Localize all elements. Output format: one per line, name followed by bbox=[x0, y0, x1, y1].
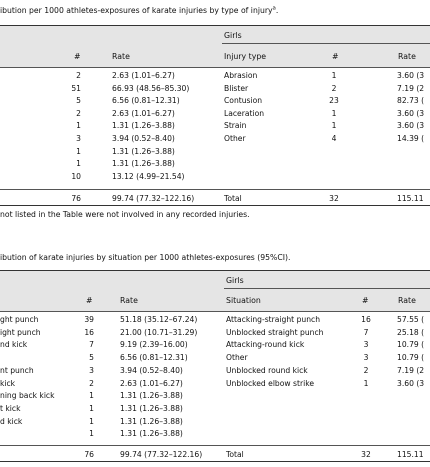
table1-header-count: # bbox=[74, 52, 81, 61]
count-girls-cell: 23 bbox=[329, 96, 339, 106]
table1-header-count-girls: # bbox=[332, 52, 339, 61]
rate-girls-cell: 25.18 ( bbox=[397, 327, 425, 337]
count-cell: 1 bbox=[76, 159, 81, 169]
table1-caption: ibution per 1000 athletes-exposures of karate injuries by type of injury$^a$. bbox=[0, 5, 279, 15]
count-cell: 5 bbox=[89, 353, 94, 363]
count-cell: 10 bbox=[71, 171, 81, 181]
count-girls-cell: 16 bbox=[361, 315, 371, 324]
table2-header-rule bbox=[0, 311, 430, 312]
table1-total-count-girls: 32 bbox=[329, 194, 339, 203]
table1-total-rate-girls: 115.11 bbox=[397, 194, 424, 203]
situation-boys-cell: nd kick bbox=[0, 340, 28, 350]
count-girls-cell: 3 bbox=[363, 353, 369, 363]
table2-total-label: Total bbox=[226, 450, 244, 459]
table1-total-rate: 99.74 (77.32–122.16) bbox=[112, 194, 195, 203]
situation-boys-cell: nt punch bbox=[0, 365, 34, 375]
table2-total-rate: 99.74 (77.32–122.16) bbox=[120, 450, 203, 459]
injury-type-cell: Contusion bbox=[224, 96, 263, 106]
count-cell: 1 bbox=[89, 416, 94, 426]
count-girls-cell: 4 bbox=[331, 134, 337, 143]
rate-girls-cell: 57.55 ( bbox=[397, 315, 425, 324]
table2-bottom-rule bbox=[0, 461, 430, 462]
rate-cell: 9.19 (2.39–16.00) bbox=[120, 340, 188, 350]
table2-girls-label: Girls bbox=[226, 276, 244, 285]
injury-type-cell: Abrasion bbox=[224, 71, 258, 80]
count-cell: 1 bbox=[76, 146, 81, 156]
count-cell: 51 bbox=[71, 83, 81, 93]
rate-girls-cell: 7.19 (2 bbox=[397, 365, 425, 375]
table1-girls-label: Girls bbox=[224, 31, 242, 40]
situation-boys-cell: kick bbox=[0, 378, 16, 388]
rate-cell: 1.31 (1.26–3.88) bbox=[112, 121, 175, 131]
rate-girls-cell: 14.39 ( bbox=[397, 134, 425, 143]
rate-cell: 21.00 (10.71–31.29) bbox=[120, 327, 198, 337]
table2-header-count: # bbox=[86, 296, 93, 305]
count-cell: 2 bbox=[89, 378, 94, 388]
situation-boys-cell: t kick bbox=[0, 403, 21, 413]
count-cell: 1 bbox=[89, 403, 94, 413]
count-girls-cell: 2 bbox=[363, 365, 369, 375]
table2-top-rule bbox=[0, 270, 430, 271]
injury-type-cell: Laceration bbox=[224, 108, 265, 118]
table1-header-band bbox=[0, 25, 430, 68]
count-girls-cell: 1 bbox=[331, 121, 337, 131]
rate-cell: 2.63 (1.01–6.27) bbox=[120, 378, 183, 388]
count-girls-cell: 3 bbox=[363, 340, 369, 350]
count-girls-cell: 1 bbox=[331, 71, 337, 80]
rate-cell: 6.56 (0.81–12.31) bbox=[120, 353, 188, 363]
count-girls-cell: 1 bbox=[363, 378, 369, 388]
table2-header-situation: Situation bbox=[226, 296, 261, 305]
count-cell: 7 bbox=[89, 340, 94, 350]
table1-header-injury-type: Injury type bbox=[224, 52, 267, 61]
table2-header-rate-girls: Rate bbox=[398, 296, 416, 305]
count-cell: 1 bbox=[76, 121, 81, 131]
rate-cell: 2.63 (1.01–6.27) bbox=[112, 71, 175, 80]
count-cell: 39 bbox=[84, 315, 94, 324]
table1-total-label: Total bbox=[224, 194, 242, 203]
rate-girls-cell: 82.73 ( bbox=[397, 96, 425, 106]
count-girls-cell: 7 bbox=[363, 327, 369, 337]
situation-girls-cell: Attacking-straight punch bbox=[226, 315, 321, 324]
table2-girls-rule bbox=[224, 288, 430, 289]
table2-total-count-girls: 32 bbox=[361, 450, 371, 459]
rate-girls-cell: 3.60 (3 bbox=[397, 378, 425, 388]
table2-total-count: 76 bbox=[84, 450, 94, 459]
table2-caption: ibution of karate injuries by situation per 1000 athletes-exposures (95%CI). bbox=[0, 253, 291, 262]
count-cell: 3 bbox=[89, 365, 94, 375]
table2-header-band bbox=[0, 270, 430, 312]
table1-header-rate-girls: Rate bbox=[398, 52, 416, 61]
situation-boys-cell: ght punch bbox=[0, 315, 39, 324]
situation-boys-cell: ight punch bbox=[0, 327, 41, 337]
situation-girls-cell: Other bbox=[226, 353, 248, 363]
rate-cell: 1.31 (1.26–3.88) bbox=[120, 429, 183, 439]
rate-cell: 3.94 (0.52–8.40) bbox=[112, 134, 175, 143]
count-cell: 2 bbox=[76, 108, 81, 118]
situation-girls-cell: Unblocked round kick bbox=[226, 365, 308, 375]
injury-type-cell: Blister bbox=[224, 83, 249, 93]
situation-boys-cell: d kick bbox=[0, 416, 23, 426]
table1-header-rule bbox=[0, 67, 430, 68]
rate-cell: 1.31 (1.26–3.88) bbox=[112, 146, 175, 156]
count-cell: 1 bbox=[89, 429, 94, 439]
rate-cell: 6.56 (0.81–12.31) bbox=[112, 96, 180, 106]
count-cell: 3 bbox=[76, 134, 81, 143]
rate-cell: 1.31 (1.26–3.88) bbox=[112, 159, 175, 169]
situation-boys-cell: ning back kick bbox=[0, 391, 55, 401]
table1-total-count: 76 bbox=[71, 194, 81, 203]
table1-bottom-rule bbox=[0, 205, 430, 206]
rate-cell: 1.31 (1.26–3.88) bbox=[120, 403, 183, 413]
rate-girls-cell: 7.19 (2 bbox=[397, 83, 425, 93]
table1-top-rule bbox=[0, 25, 430, 26]
rate-cell: 2.63 (1.01–6.27) bbox=[112, 108, 175, 118]
rate-girls-cell: 10.79 ( bbox=[397, 353, 425, 363]
count-cell: 2 bbox=[76, 71, 81, 80]
rate-cell: 1.31 (1.26–3.88) bbox=[120, 391, 183, 401]
rate-girls-cell: 3.60 (3 bbox=[397, 121, 425, 131]
table1-girls-rule bbox=[222, 43, 430, 44]
situation-girls-cell: Unblocked elbow strike bbox=[226, 378, 314, 388]
table2-total-rate-girls: 115.11 bbox=[397, 450, 424, 459]
rate-girls-cell: 10.79 ( bbox=[397, 340, 425, 350]
table1-header-rate: Rate bbox=[112, 52, 130, 61]
rate-cell: 51.18 (35.12–67.24) bbox=[120, 315, 198, 324]
rate-cell: 13.12 (4.99–21.54) bbox=[112, 171, 185, 181]
table2-header-count-girls: # bbox=[362, 296, 369, 305]
situation-girls-cell: Attacking-round kick bbox=[226, 340, 305, 350]
table2-total-rule bbox=[0, 445, 430, 446]
situation-girls-cell: Unblocked straight punch bbox=[226, 327, 324, 337]
rate-cell: 66.93 (48.56–85.30) bbox=[112, 83, 190, 93]
count-girls-cell: 2 bbox=[331, 83, 337, 93]
table2-header-rate: Rate bbox=[120, 296, 138, 305]
rate-girls-cell: 3.60 (3 bbox=[397, 108, 425, 118]
rate-cell: 1.31 (1.26–3.88) bbox=[120, 416, 183, 426]
table1-total-rule bbox=[0, 189, 430, 190]
rate-girls-cell: 3.60 (3 bbox=[397, 71, 425, 80]
injury-type-cell: Other bbox=[224, 134, 246, 143]
count-cell: 5 bbox=[76, 96, 81, 106]
count-cell: 1 bbox=[89, 391, 94, 401]
count-girls-cell: 1 bbox=[331, 108, 337, 118]
rate-cell: 3.94 (0.52–8.40) bbox=[120, 365, 183, 375]
injury-type-cell: Strain bbox=[224, 121, 247, 131]
table1-footnote: not listed in the Table were not involved in any recorded injuries. bbox=[0, 210, 250, 219]
count-cell: 16 bbox=[84, 327, 94, 337]
